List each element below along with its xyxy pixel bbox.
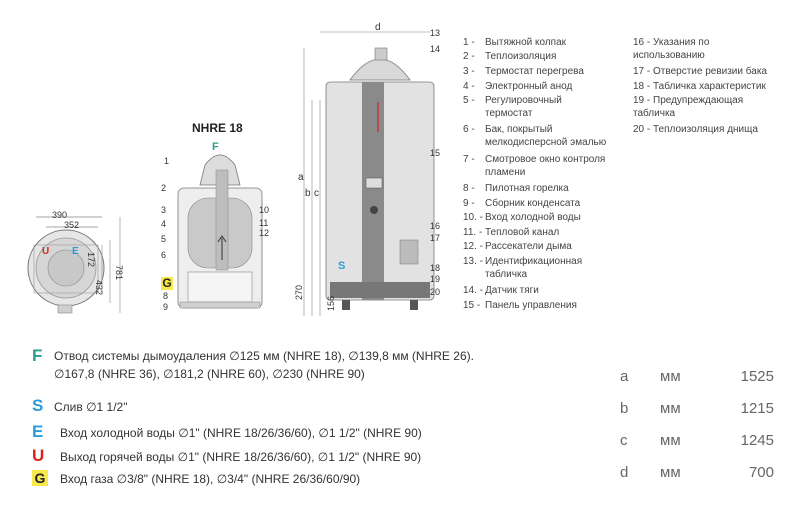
front-label-15: 15 <box>430 148 441 158</box>
dimensions-table <box>620 368 780 488</box>
connection-text-s: Слив ∅1 1/2" <box>54 400 128 414</box>
front-label-13: 13 <box>430 28 441 38</box>
section-label-1: 1 <box>164 156 170 166</box>
connection-text-g: Вход газа ∅3/8" (NHRE 18), ∅3/4" (NHRE 26/36/60/90) <box>60 472 361 486</box>
section-label-3: 3 <box>161 205 167 215</box>
section-label-8: 8 <box>163 291 169 301</box>
section-label-9: 9 <box>163 302 169 312</box>
legend-item: 18 - Табличка характеристик <box>633 81 766 92</box>
legend-item: 4 - Электронный анод <box>463 81 573 92</box>
legend-item: 12. - Рассекатели дыма <box>463 241 572 252</box>
front-label-19: 19 <box>430 274 441 284</box>
dimension-row: b мм 1215 <box>620 400 774 417</box>
top-letter-u: U <box>42 246 50 257</box>
connection-letter-e: E <box>32 422 44 441</box>
dim-c: c <box>314 188 319 199</box>
connection-letter-u: U <box>32 446 45 465</box>
dimension-row: d мм 700 <box>620 464 774 481</box>
dimension-row: a мм 1525 <box>620 368 774 385</box>
connection-text-e: Вход холодной воды ∅1" (NHRE 18/26/36/60), ∅1 1/2" (NHRE 90) <box>60 426 422 440</box>
front-letter-s: S <box>338 260 346 272</box>
model-title: NHRE 18 <box>192 121 243 135</box>
section-letter-f: F <box>212 141 219 153</box>
dim-b: b <box>305 188 311 199</box>
connection-text-f: Отвод системы дымоудаления ∅125 мм (NHRE 18), ∅139,8 мм (NHRE 26). <box>54 349 474 363</box>
section-label-2: 2 <box>161 183 167 193</box>
dim-781: 781 <box>114 265 124 281</box>
front-label-17: 17 <box>430 233 441 243</box>
dim-d: d <box>375 22 381 33</box>
legend-item: 16 - Указания по использованию <box>633 37 710 61</box>
connection-letter-g: G <box>32 470 48 488</box>
legend-item: 5 - Регулировочный термостат <box>463 95 562 119</box>
legend-item: 8 - Пилотная горелка <box>463 183 569 194</box>
connections-list <box>30 346 600 496</box>
legend-item: 7 - Смотровое окно контроля пламени <box>463 154 606 178</box>
dim-270: 270 <box>294 284 304 300</box>
connection-letter-s: S <box>32 396 44 415</box>
legend-item: 9 - Сборник конденсата <box>463 198 581 209</box>
legend-item: 3 - Термостат перегрева <box>463 66 584 77</box>
legend-item: 11. - Тепловой канал <box>463 227 560 238</box>
legend-item: 14. - Датчик тяги <box>463 285 539 296</box>
legend-left <box>463 37 628 317</box>
dim-156: 156 <box>326 295 336 311</box>
section-label-12: 12 <box>259 228 270 238</box>
front-label-18: 18 <box>430 263 441 273</box>
front-label-14: 14 <box>430 44 441 54</box>
top-letter-e: E <box>72 246 79 257</box>
section-label-10: 10 <box>259 205 270 215</box>
legend-item: 15 - Панель управления <box>463 300 577 311</box>
legend-item: 2 - Теплоизоляция <box>463 51 557 62</box>
legend-item: 1 - Вытяжной колпак <box>463 37 567 48</box>
legend-item: 13. - Идентификационная табличка <box>463 256 583 280</box>
section-label-5: 5 <box>161 234 167 244</box>
legend-item: 17 - Отверстие ревизии бака <box>633 66 767 77</box>
dim-390: 390 <box>52 210 68 220</box>
dim-352: 352 <box>64 220 80 230</box>
legend-item: 6 - Бак, покрытый мелкодисперсной эмалью <box>463 124 607 148</box>
dimension-row: c мм 1245 <box>620 432 774 449</box>
section-label-4: 4 <box>161 219 167 229</box>
front-view-drawing <box>290 20 450 320</box>
legend-item: 19 - Предупреждающая табличка <box>633 95 744 119</box>
legend-item: 20 - Теплоизоляция днища <box>633 124 758 135</box>
legend-item: 10. - Вход холодной воды <box>463 212 581 223</box>
legend-right <box>633 37 793 147</box>
front-label-16: 16 <box>430 221 441 231</box>
section-letter-g: G <box>162 276 172 290</box>
connection-text-f-2: ∅167,8 (NHRE 36), ∅181,2 (NHRE 60), ∅230 (NHRE 90) <box>54 367 365 381</box>
section-label-11: 11 <box>259 218 269 228</box>
dim-172: 172 <box>86 252 96 268</box>
dim-432: 432 <box>94 280 104 296</box>
dim-a: a <box>298 172 304 183</box>
section-label-6: 6 <box>161 250 167 260</box>
front-label-20: 20 <box>430 287 441 297</box>
connection-text-u: Выход горячей воды ∅1" (NHRE 18/26/36/60), ∅1 1/2" (NHRE 90) <box>60 450 422 464</box>
connection-letter-f: F <box>32 346 43 365</box>
